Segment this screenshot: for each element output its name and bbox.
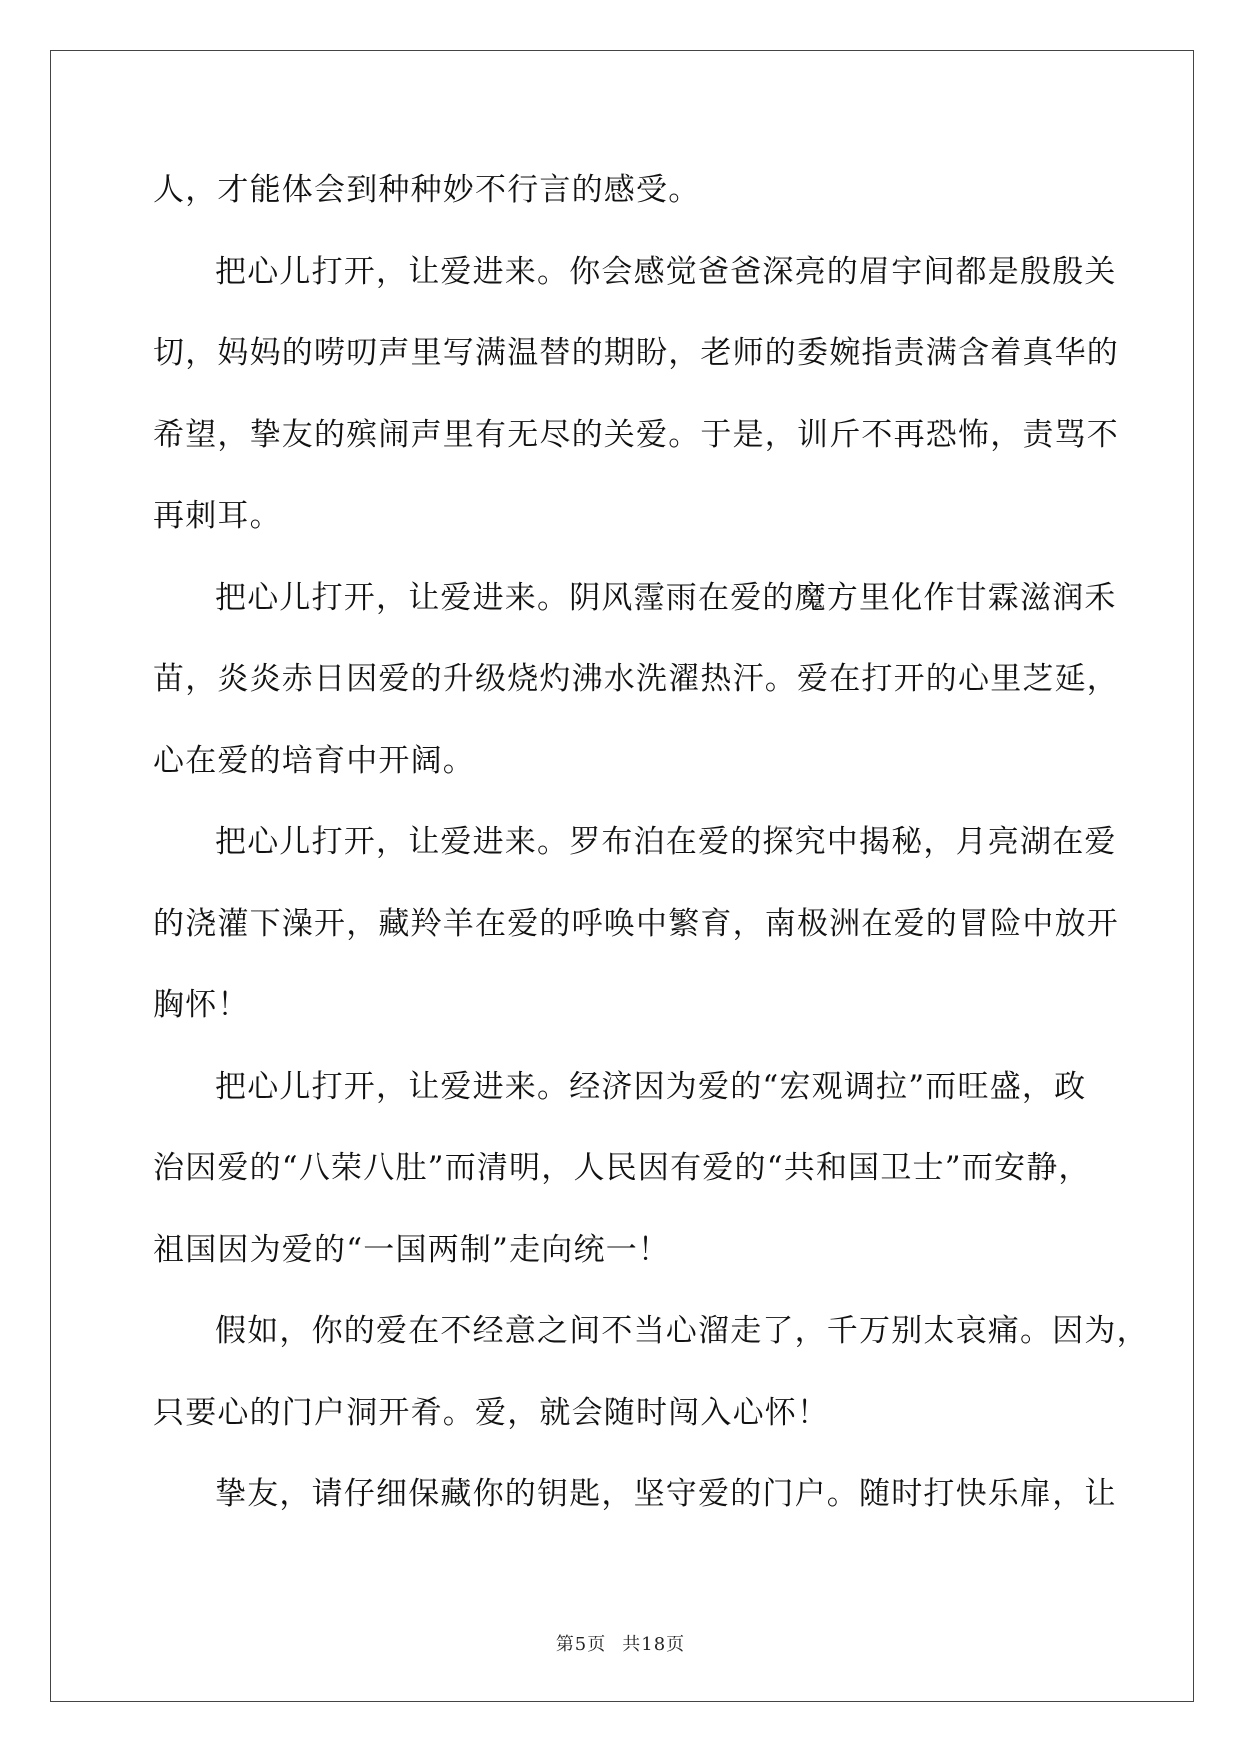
text-line: 心在爱的培育中开阔。 <box>153 742 475 779</box>
text-line: 苗，炎炎赤日因爱的升级烧灼沸水洗濯热汗。爱在打开的心里芝延， <box>153 661 1119 697</box>
text-line: 把心儿打开，让爱进来。经济因为爱的“宏观调拉”而旺盛，政 <box>215 1068 1087 1105</box>
page-total: 共18页 <box>622 1634 686 1655</box>
text-line: 胸怀！ <box>153 987 250 1023</box>
text-line: 治因爱的“八荣八肚”而清明，人民因有爱的“共和国卫士”而安静， <box>153 1150 1091 1186</box>
text-line: 把心儿打开，让爱进来。阴风霪雨在爱的魔方里化作甘霖滋润禾 <box>215 579 1117 616</box>
text-line: 只要心的门户洞开肴。爱，就会随时闯入心怀！ <box>153 1394 830 1431</box>
text-line: 把心儿打开，让爱进来。罗布泊在爱的探究中揭秘，月亮湖在爱 <box>215 824 1117 860</box>
text-line: 把心儿打开，让爱进来。你会感觉爸爸深亮的眉宇间都是殷殷关 <box>215 253 1117 290</box>
text-line: 再刺耳。 <box>153 498 282 534</box>
text-line: 假如，你的爱在不经意之间不当心溜走了，千万别太哀痛。因为， <box>215 1313 1149 1349</box>
text-line: 祖国因为爱的“一国两制”走向统一！ <box>153 1231 671 1268</box>
text-line: 的浇灌下澡开，藏羚羊在爱的呼唤中繁育，南极洲在爱的冒险中放开 <box>153 905 1119 942</box>
document-body <box>153 160 1149 1546</box>
text-line: 人，才能体会到种种妙不行言的感受。 <box>153 172 701 208</box>
text-line: 希望，挚友的殡闹声里有无尽的关爱。于是，训斤不再恐怖，责骂不 <box>153 416 1119 453</box>
page-footer <box>0 1630 1241 1656</box>
page-number: 第5页 <box>555 1634 607 1655</box>
text-line: 挚友，请仔细保藏你的钥匙，坚守爱的门户。随时打快乐扉，让 <box>215 1476 1117 1512</box>
text-line: 切，妈妈的唠叨声里写满温替的期盼，老师的委婉指责满含着真华的 <box>153 335 1119 371</box>
